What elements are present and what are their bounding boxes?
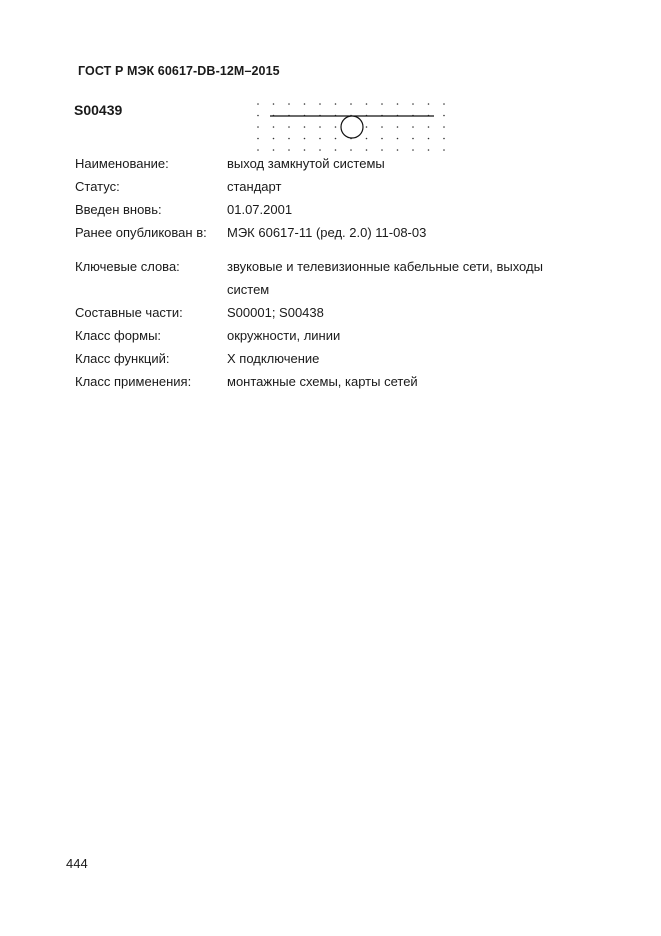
property-shape-class	[75, 324, 595, 347]
grid-dot	[335, 149, 337, 151]
grid-dot	[288, 126, 290, 128]
grid-dot	[273, 103, 275, 105]
grid-dot	[257, 138, 259, 140]
property-value: МЭК 60617-11 (ред. 2.0) 11-08-03	[227, 225, 427, 240]
grid-dot	[366, 126, 368, 128]
grid-dot	[273, 126, 275, 128]
grid-dot	[257, 103, 259, 105]
symbol-circle	[341, 116, 363, 138]
grid-dot	[257, 126, 259, 128]
grid-dot	[335, 126, 337, 128]
property-label: Введен вновь:	[75, 202, 162, 217]
grid-dot	[443, 138, 445, 140]
grid-dot	[412, 103, 414, 105]
grid-dot	[304, 103, 306, 105]
grid-dot	[443, 126, 445, 128]
property-value: окружности, линии	[227, 328, 341, 343]
property-value: S00001; S00438	[227, 305, 324, 320]
grid-dot	[397, 149, 399, 151]
property-label: Статус:	[75, 179, 120, 194]
grid-dot	[443, 103, 445, 105]
property-value: 01.07.2001	[227, 202, 293, 217]
grid-dot	[397, 103, 399, 105]
grid-dot	[428, 149, 430, 151]
grid-dot	[366, 103, 368, 105]
grid-dot	[381, 103, 383, 105]
grid-dot	[428, 103, 430, 105]
grid-dot	[257, 115, 259, 117]
grid-dot	[335, 138, 337, 140]
grid-dot	[304, 149, 306, 151]
grid-dot	[412, 126, 414, 128]
grid-dot	[397, 138, 399, 140]
page-header: ГОСТ Р МЭК 60617-DB-12M–2015	[78, 64, 280, 78]
page-number: 444	[66, 856, 88, 871]
grid-dot	[319, 126, 321, 128]
grid-dot	[412, 138, 414, 140]
property-value	[227, 255, 595, 301]
property-previously-published	[75, 221, 595, 244]
property-label: Класс функций:	[75, 351, 170, 366]
property-function-class	[75, 347, 595, 370]
grid-dot	[428, 126, 430, 128]
grid-dot	[319, 103, 321, 105]
grid-dot	[335, 103, 337, 105]
grid-dot	[288, 149, 290, 151]
symbol-code: S00439	[74, 102, 123, 118]
property-application-class	[75, 370, 595, 393]
grid-dot	[304, 138, 306, 140]
symbol-figure	[252, 98, 452, 159]
grid-dot	[288, 103, 290, 105]
property-value: стандарт	[227, 179, 282, 194]
grid-dot	[319, 149, 321, 151]
grid-dot	[350, 103, 352, 105]
symbol-properties	[75, 152, 595, 393]
property-status	[75, 175, 595, 198]
grid-dot	[288, 138, 290, 140]
property-label: Ранее опубликован в:	[75, 225, 207, 240]
grid-dot	[381, 149, 383, 151]
property-components	[75, 301, 595, 324]
grid-dot	[381, 126, 383, 128]
grid-dot	[366, 149, 368, 151]
grid-dot	[428, 138, 430, 140]
property-label: Составные части:	[75, 305, 183, 320]
closed-system-outlet-icon	[252, 98, 452, 154]
grid-dot	[412, 149, 414, 151]
property-label: Класс формы:	[75, 328, 162, 343]
grid-dot	[443, 149, 445, 151]
property-keywords	[75, 255, 595, 301]
property-value-line: систем	[227, 282, 270, 297]
property-label: Ключевые слова:	[75, 259, 180, 274]
grid-dot	[273, 138, 275, 140]
property-name	[75, 152, 595, 175]
grid-dot	[381, 138, 383, 140]
grid-dot	[443, 115, 445, 117]
property-value: монтажные схемы, карты сетей	[227, 374, 418, 389]
property-value-line: звуковые и телевизионные кабельные сети, выходы	[227, 259, 543, 274]
grid-dot	[319, 138, 321, 140]
property-label: Наименование:	[75, 156, 169, 171]
property-introduced	[75, 198, 595, 221]
property-value: Х подключение	[227, 351, 320, 366]
grid-dot	[304, 126, 306, 128]
grid-dot	[366, 138, 368, 140]
property-label: Класс применения:	[75, 374, 192, 389]
grid-dot	[257, 149, 259, 151]
grid-dot	[350, 149, 352, 151]
grid-dot	[273, 149, 275, 151]
property-value: выход замкнутой системы	[227, 156, 385, 171]
grid-dot	[397, 126, 399, 128]
